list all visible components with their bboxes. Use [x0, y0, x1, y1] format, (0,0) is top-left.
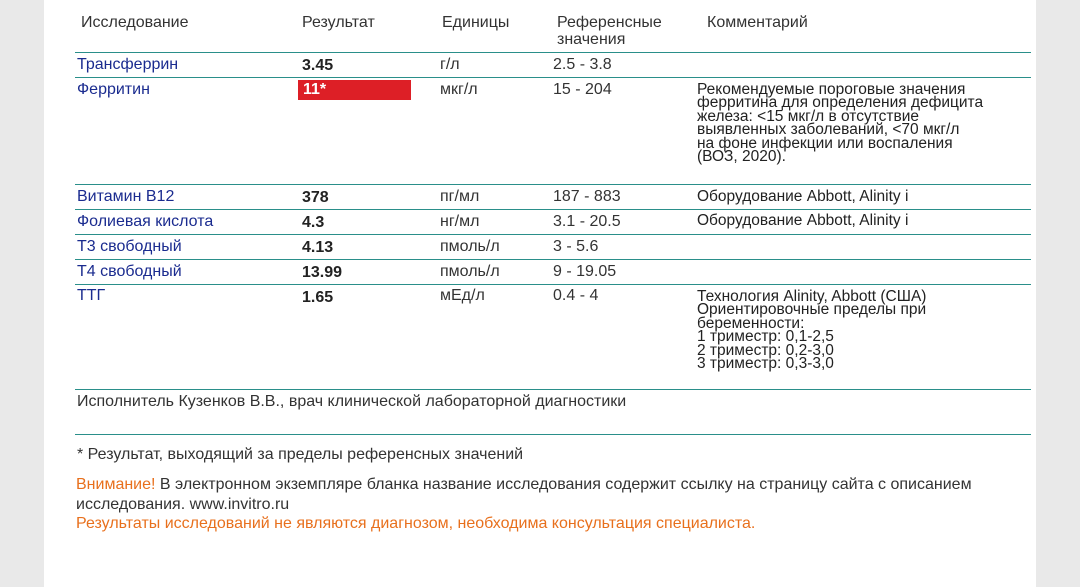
comment-line: 3 триместр: 0,3-3,0 — [697, 355, 834, 373]
row-divider — [75, 259, 1031, 260]
header-ref-line2: значения — [557, 31, 626, 48]
test-result: 378 — [302, 189, 329, 206]
test-ref: 9 - 19.05 — [553, 263, 617, 280]
test-ref: 3 - 5.6 — [553, 238, 599, 255]
test-result: 3.45 — [302, 57, 334, 74]
test-name[interactable]: T4 свободный — [77, 263, 182, 280]
test-ref: 15 - 204 — [553, 81, 612, 98]
test-ref: 2.5 - 3.8 — [553, 56, 612, 73]
test-units: пмоль/л — [440, 238, 500, 255]
lab-report-sheet — [44, 0, 1036, 587]
comment-line: железа: <15 мкг/л в отсутствие — [697, 107, 920, 125]
header-test: Исследование — [81, 14, 189, 31]
test-ref: 187 - 883 — [553, 188, 621, 205]
footnote: * Результат, выходящий за пределы референсных значений — [77, 446, 524, 463]
disclaimer-notice: Результаты исследований не являются диагнозом, необходима консультация специалиста. — [76, 515, 756, 532]
test-result: 13.99 — [302, 264, 343, 281]
test-name[interactable]: T3 свободный — [77, 238, 182, 255]
comment-line: Ориентировочные пределы при — [697, 301, 927, 319]
test-comment — [697, 214, 908, 227]
warning-block — [76, 475, 1016, 515]
comment-line: на фоне инфекции или воспаления — [697, 134, 953, 152]
comment-line: Технология Alinity, Abbott (США) — [697, 288, 927, 305]
footer-divider — [75, 434, 1031, 435]
out-of-range-flag — [298, 80, 411, 100]
comment-line: 2 триместр: 0,2-3,0 — [697, 341, 834, 359]
comment-line: Оборудование Abbott, Alinity i — [697, 188, 909, 205]
test-units: мЕд/л — [440, 287, 485, 304]
test-result: 4.13 — [302, 239, 334, 256]
test-name[interactable]: Ферритин — [77, 81, 150, 98]
header-ref-line1: Референсные — [557, 14, 662, 31]
comment-line: выявленных заболеваний, <70 мкг/л — [697, 121, 960, 139]
test-ref: 3.1 - 20.5 — [553, 213, 621, 230]
test-name[interactable]: Трансферрин — [77, 56, 179, 73]
test-units: нг/мл — [440, 213, 480, 230]
test-units: пмоль/л — [440, 263, 500, 280]
test-result: 1.65 — [302, 289, 334, 306]
row-divider — [75, 284, 1031, 285]
test-units: мкг/л — [440, 81, 478, 98]
row-divider — [75, 389, 1031, 390]
test-comment — [697, 288, 927, 373]
comment-line: ферритина для определения дефицита — [697, 94, 984, 112]
test-comment — [697, 190, 908, 203]
test-name[interactable]: Фолиевая кислота — [77, 213, 214, 230]
test-ref: 0.4 - 4 — [553, 287, 599, 304]
header-units: Единицы — [442, 14, 510, 31]
row-divider — [75, 184, 1031, 185]
test-name[interactable]: ТТГ — [77, 287, 106, 304]
test-comment — [697, 81, 984, 166]
comment-line: беременности: — [697, 314, 805, 332]
header-comment: Комментарий — [707, 14, 808, 31]
test-result: 11* — [303, 81, 327, 98]
comment-line: Оборудование Abbott, Alinity i — [697, 212, 909, 229]
row-divider — [75, 209, 1031, 210]
warning-text: В электронном экземпляре бланка название исследования содержит ссылку на страницу сайта с описанием исследования. www.invitro.ru — [76, 476, 972, 513]
test-units: г/л — [440, 56, 460, 73]
row-divider — [75, 234, 1031, 235]
header-divider — [75, 52, 1031, 53]
executor-line: Исполнитель Кузенков В.В., врач клинической лабораторной диагностики — [77, 393, 627, 410]
test-result: 4.3 — [302, 214, 325, 231]
test-name[interactable]: Витамин B12 — [77, 188, 175, 205]
comment-line: (ВОЗ, 2020). — [697, 148, 786, 166]
row-divider — [75, 77, 1031, 78]
comment-line: 1 триместр: 0,1-2,5 — [697, 328, 834, 346]
warning-label: Внимание! — [76, 476, 156, 493]
comment-line: Рекомендуемые пороговые значения — [697, 81, 966, 98]
header-result: Результат — [302, 14, 375, 31]
test-units: пг/мл — [440, 188, 480, 205]
